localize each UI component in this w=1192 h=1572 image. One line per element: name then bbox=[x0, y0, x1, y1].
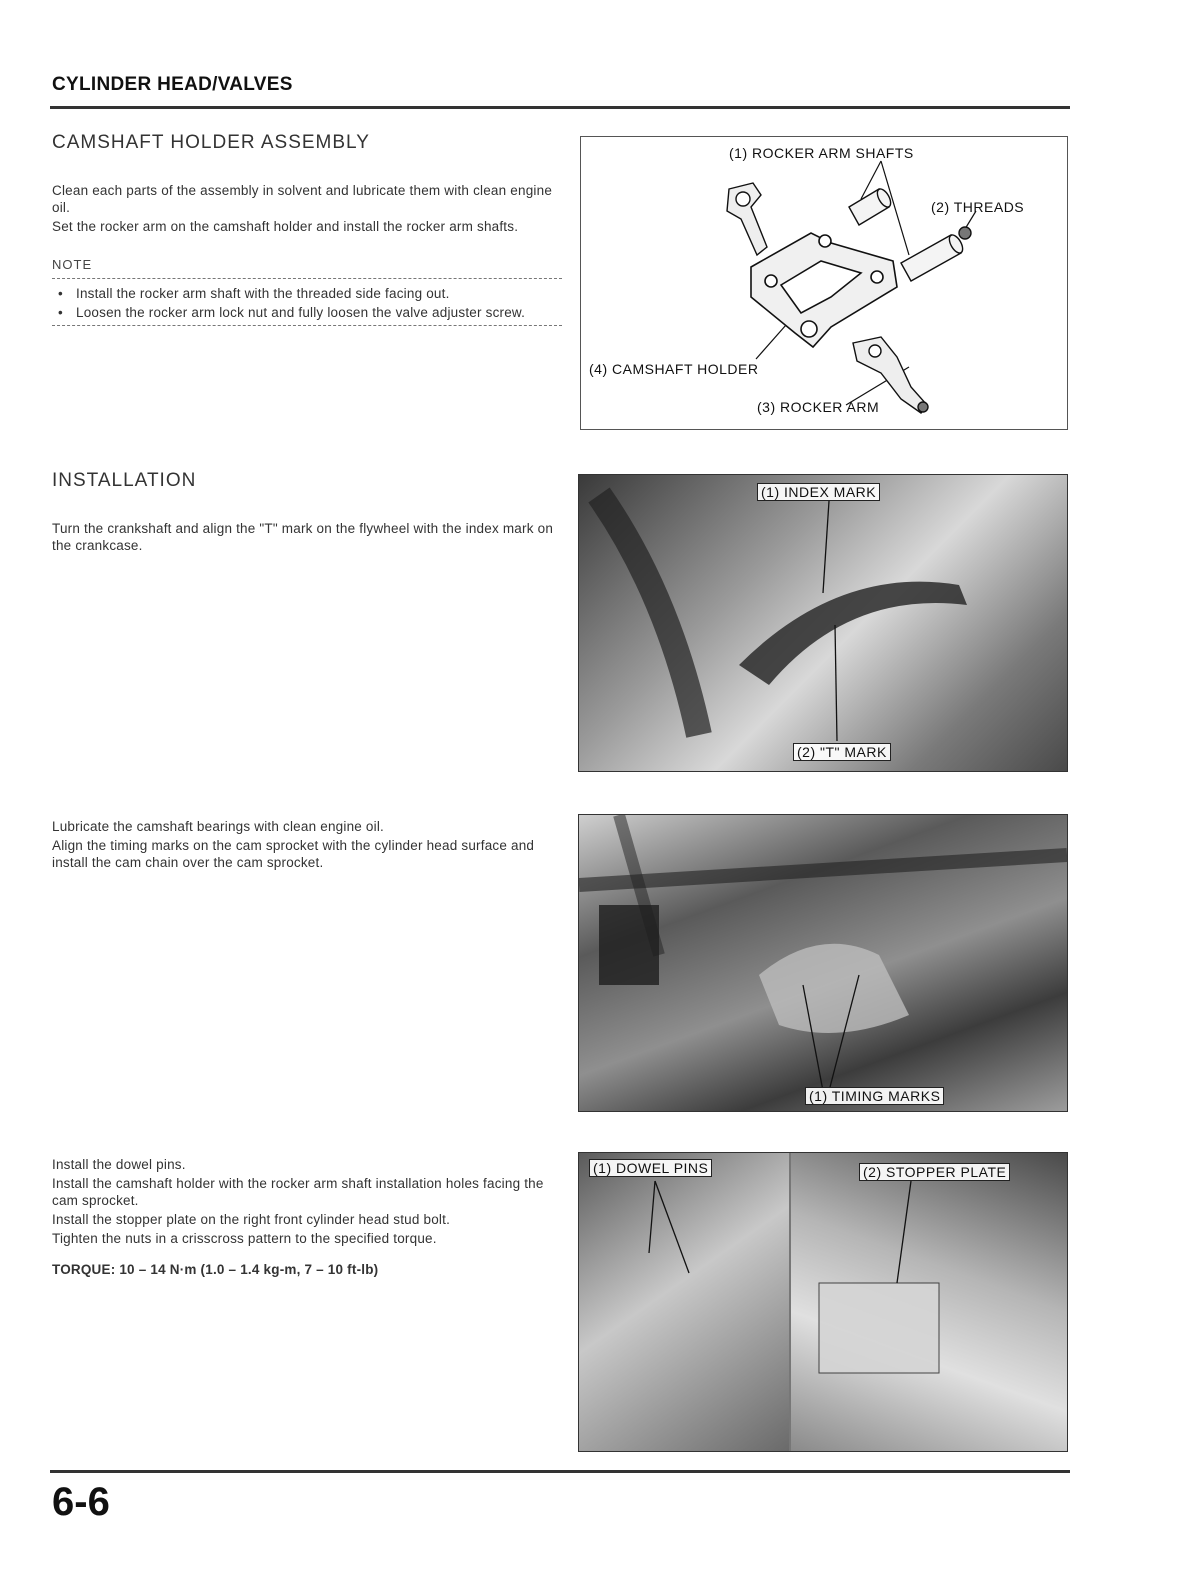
photo-dowel-stopper bbox=[578, 1152, 1068, 1452]
note-item: • Loosen the rocker arm lock nut and fully loosen the valve adjuster screw. bbox=[52, 304, 562, 321]
label-t-mark: (2) "T" MARK bbox=[793, 743, 891, 761]
camshaft-holder-drawing bbox=[581, 137, 1067, 429]
label-index-mark: (1) INDEX MARK bbox=[757, 483, 880, 501]
paragraph: Set the rocker arm on the camshaft holder and install the rocker arm shafts. bbox=[52, 219, 519, 234]
photo-index-mark-drawing bbox=[579, 475, 1067, 771]
torque-spec: TORQUE: 10 – 14 N·m (1.0 – 1.4 kg-m, 7 – 10 ft-lb) bbox=[52, 1262, 379, 1277]
installation-step-3 bbox=[52, 1156, 562, 1280]
paragraph: Align the timing marks on the cam sprocket with the cylinder head surface and install the cam chain over the cam sprocket. bbox=[52, 838, 535, 870]
label-stopper-plate: (2) STOPPER PLATE bbox=[859, 1163, 1010, 1181]
label-timing-marks: (1) TIMING MARKS bbox=[805, 1087, 944, 1105]
installation-title: INSTALLATION bbox=[52, 470, 197, 491]
label-rocker-arm: (3) ROCKER ARM bbox=[757, 399, 880, 415]
header-rule bbox=[50, 106, 1070, 109]
paragraph: Clean each parts of the assembly in solvent and lubricate them with clean engine oil. bbox=[52, 183, 553, 215]
camshaft-section-title: CAMSHAFT HOLDER ASSEMBLY bbox=[52, 132, 370, 153]
photo-timing-marks bbox=[578, 814, 1068, 1112]
label-rocker-arm-shafts: (1) ROCKER ARM SHAFTS bbox=[729, 145, 914, 161]
note-item: • Install the rocker arm shaft with the threaded side facing out. bbox=[52, 285, 562, 302]
page-number: 6-6 bbox=[52, 1480, 110, 1524]
photo-timing-marks-drawing bbox=[579, 815, 1067, 1111]
installation-step-2 bbox=[52, 818, 562, 873]
page-header-title: CYLINDER HEAD/VALVES bbox=[52, 74, 293, 95]
paragraph: Turn the crankshaft and align the "T" mark on the flywheel with the index mark on the crankcase. bbox=[52, 521, 554, 553]
label-dowel-pins: (1) DOWEL PINS bbox=[589, 1159, 712, 1177]
camshaft-holder-figure bbox=[580, 136, 1068, 430]
label-camshaft-holder: (4) CAMSHAFT HOLDER bbox=[589, 361, 759, 377]
note-list bbox=[52, 285, 562, 321]
label-threads: (2) THREADS bbox=[931, 199, 1025, 215]
photo-dowel-stopper-drawing bbox=[579, 1153, 1067, 1451]
note-label: NOTE bbox=[52, 257, 93, 272]
note-top-divider bbox=[52, 278, 562, 279]
installation-section bbox=[52, 470, 562, 556]
paragraph: Install the stopper plate on the right front cylinder head stud bolt. bbox=[52, 1212, 451, 1227]
camshaft-section bbox=[52, 132, 562, 326]
photo-index-mark bbox=[578, 474, 1068, 772]
note-bottom-divider bbox=[52, 325, 562, 326]
paragraph: Tighten the nuts in a crisscross pattern to the specified torque. bbox=[52, 1231, 437, 1246]
camshaft-section-body bbox=[52, 182, 562, 235]
installation-step-1 bbox=[52, 520, 562, 554]
footer-rule bbox=[50, 1470, 1070, 1473]
paragraph: Install the dowel pins. bbox=[52, 1157, 186, 1172]
paragraph: Lubricate the camshaft bearings with clean engine oil. bbox=[52, 819, 384, 834]
paragraph: Install the camshaft holder with the rocker arm shaft installation holes facing the cam sprocket. bbox=[52, 1176, 544, 1208]
